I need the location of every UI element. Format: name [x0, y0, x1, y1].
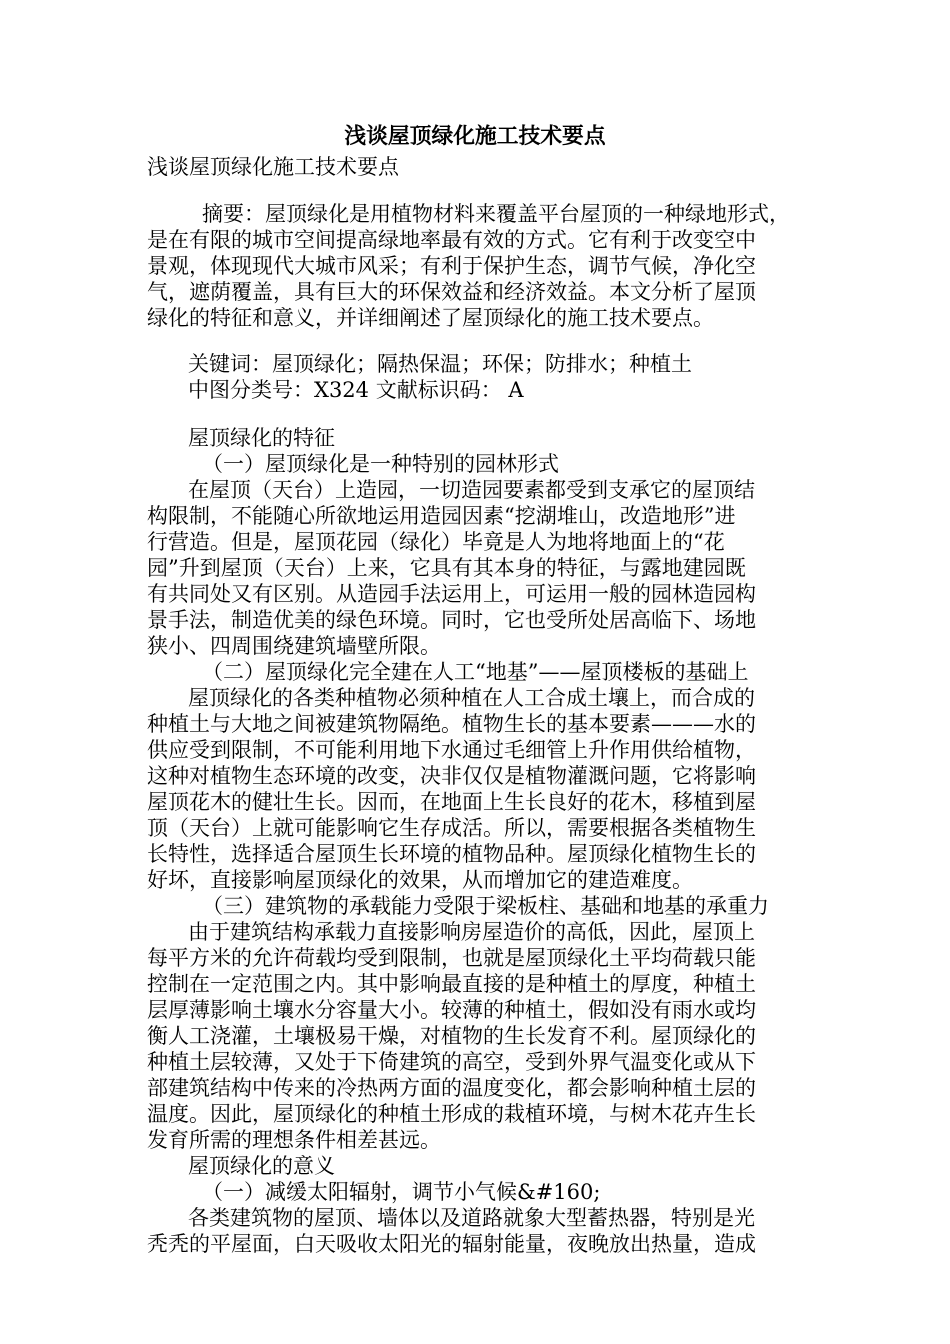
paragraph-line: 发育所需的理想条件相差甚远。 — [147, 1128, 441, 1152]
paragraph-line: 控制在一定范围之内。其中影响最直接的是种植土的厚度，种植土 — [147, 972, 756, 996]
abstract-line: 气，遮荫覆盖，具有巨大的环保效益和经济效益。本文分析了屋顶 — [147, 280, 756, 304]
paragraph-line: 行营造。但是，屋顶花园（绿化）毕竟是人为地将地面上的“花 — [147, 530, 725, 554]
abstract-line: 景观，体现现代大城市风采；有利于保护生态，调节气候，净化空 — [147, 254, 756, 278]
subsection-heading: （三）建筑物的承载能力受限于梁板柱、基础和地基的承重力 — [202, 894, 769, 918]
document-title: 浅谈屋顶绿化施工技术要点 — [344, 124, 606, 149]
paragraph-line: 这种对植物生态环境的改变，决非仅仅是植物灌溉问题，它将影响 — [147, 764, 756, 788]
paragraph-line: 好坏，直接影响屋顶绿化的效果，从而增加它的建造难度。 — [147, 868, 693, 892]
paragraph-line: 有共同处又有区别。从造园手法运用上，可运用一般的园林造园构 — [147, 582, 756, 606]
paragraph-line: 种植土与大地之间被建筑物隔绝。植物生长的基本要素———水的 — [147, 712, 756, 736]
paragraph-line: 供应受到限制，不可能利用地下水通过毛细管上升作用供给植物， — [147, 738, 756, 762]
paragraph-line: 屋顶花木的健壮生长。因而，在地面上生长良好的花木，移植到屋 — [147, 790, 756, 814]
paragraph-line: 狭小、四周围绕建筑墙壁所限。 — [147, 634, 441, 658]
paragraph-line: 屋顶绿化的各类种植物必须种植在人工合成土壤上，而合成的 — [188, 686, 755, 710]
paragraph-line: 在屋顶（天台）上造园，一切造园要素都受到支承它的屋顶结 — [188, 478, 755, 502]
abstract-line: 绿化的特征和意义，并详细阐述了屋顶绿化的施工技术要点。 — [147, 306, 714, 330]
paragraph-line: 种植土层较薄，又处于下倚建筑的高空，受到外界气温变化或从下 — [147, 1050, 756, 1074]
paragraph-line: 构限制，不能随心所欲地运用造园因素“挖湖堆山，改造地形”进 — [147, 504, 736, 528]
paragraph-line: 部建筑结构中传来的冷热两方面的温度变化，都会影响种植土层的 — [147, 1076, 756, 1100]
paragraph-line: 各类建筑物的屋顶、墙体以及道路就象大型蓄热器，特别是光 — [188, 1206, 755, 1230]
paragraph-line: 园”升到屋顶（天台）上来，它具有其本身的特征，与露地建园既 — [147, 556, 746, 580]
abstract-line: 摘要：屋顶绿化是用植物材料来覆盖平台屋顶的一种绿地形式， — [202, 202, 790, 226]
subsection-heading: （一）减缓太阳辐射，调节小气候&#160; — [202, 1180, 601, 1204]
abstract-line: 是在有限的城市空间提高绿地率最有效的方式。它有利于改变空中 — [147, 228, 756, 252]
paragraph-line: 每平方米的允许荷载均受到限制，也就是屋顶绿化土平均荷载只能 — [147, 946, 756, 970]
paragraph-line: 由于建筑结构承载力直接影响房屋造价的高低，因此，屋顶上 — [188, 920, 755, 944]
paragraph-line: 层厚薄影响土壤水分容量大小。较薄的种植土，假如没有雨水或均 — [147, 998, 756, 1022]
classification: 中图分类号：X324 文献标识码： A — [188, 378, 524, 402]
keywords: 关键词：屋顶绿化；隔热保温；环保；防排水；种植土 — [188, 352, 692, 376]
section-heading: 屋顶绿化的意义 — [188, 1154, 335, 1178]
paragraph-line: 顶（天台）上就可能影响它生存成活。所以，需要根据各类植物生 — [147, 816, 756, 840]
subsection-heading: （二）屋顶绿化完全建在人工“地基”——屋顶楼板的基础上 — [202, 660, 749, 684]
paragraph-line: 景手法，制造优美的绿色环境。同时，它也受所处居高临下、场地 — [147, 608, 756, 632]
paragraph-line: 温度。因此，屋顶绿化的种植土形成的栽植环境，与树木花卉生长 — [147, 1102, 756, 1126]
paragraph-line: 秃秃的平屋面，白天吸收太阳光的辐射能量，夜晚放出热量，造成 — [147, 1232, 756, 1256]
document-subtitle: 浅谈屋顶绿化施工技术要点 — [147, 155, 399, 179]
subsection-heading: （一）屋顶绿化是一种特别的园林形式 — [202, 452, 559, 476]
paragraph-line: 长特性，选择适合屋顶生长环境的植物品种。屋顶绿化植物生长的 — [147, 842, 756, 866]
section-heading: 屋顶绿化的特征 — [188, 426, 335, 450]
paragraph-line: 衡人工浇灌，土壤极易干燥，对植物的生长发育不利。屋顶绿化的 — [147, 1024, 756, 1048]
